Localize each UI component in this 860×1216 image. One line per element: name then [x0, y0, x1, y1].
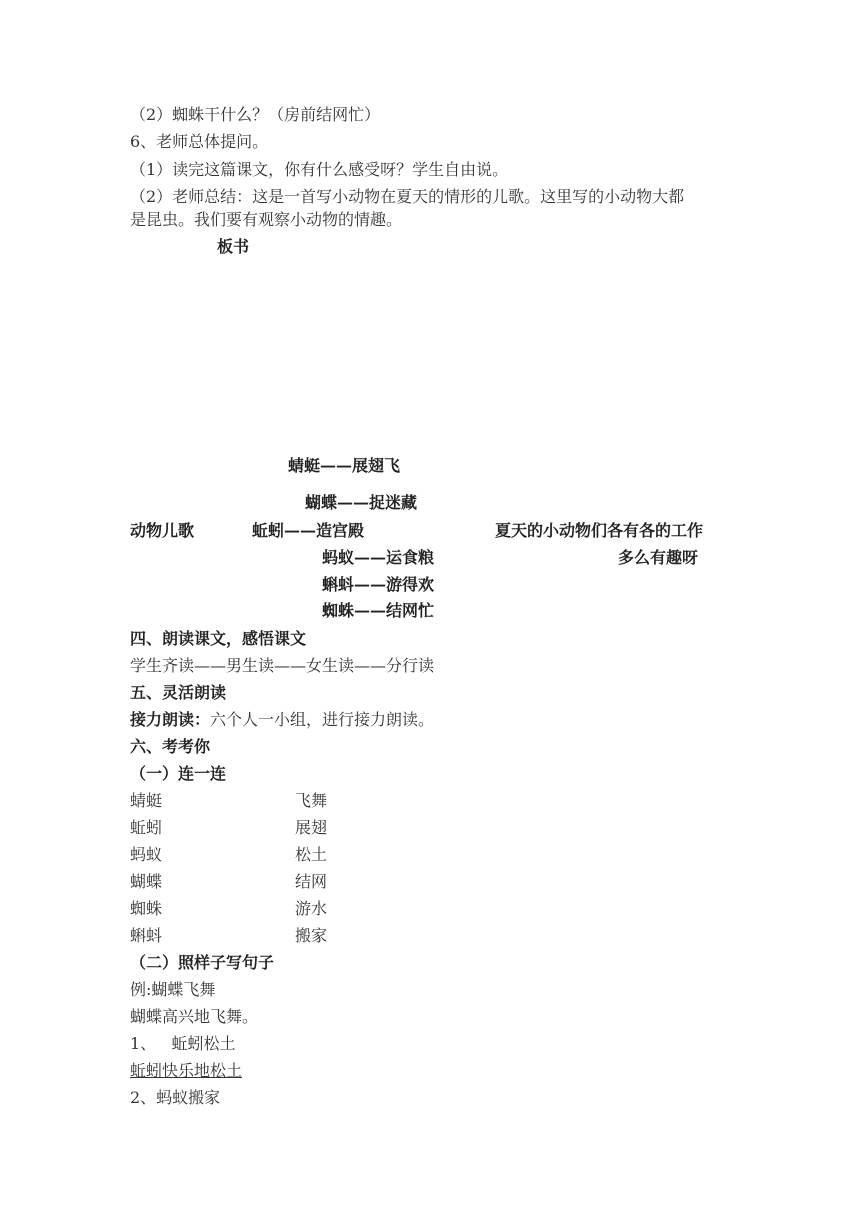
section5-lead: 接力朗读： — [130, 710, 211, 729]
section6-sub2: （二）照样子写句子 — [130, 953, 275, 972]
example-label: 例:蝴蝶飞舞 — [130, 980, 216, 999]
match-right-item: 结网 — [295, 872, 328, 891]
intro-line-4: （2）老师总结：这是一首写小动物在夏天的情形的儿歌。这里写的小动物大都 — [130, 187, 685, 206]
section4-heading: 四、朗读课文，感悟课文 — [130, 629, 307, 648]
example-sentence: 蝴蝶高兴地飞舞。 — [130, 1007, 259, 1026]
board-title: 板书 — [217, 237, 250, 256]
intro-line-3: （1）读完这篇课文，你有什么感受呀？学生自由说。 — [130, 160, 509, 179]
section5-line — [130, 710, 434, 730]
intro-line-1: （2）蜘蛛干什么？（房前结网忙） — [130, 105, 381, 124]
match-right-item: 飞舞 — [295, 791, 328, 810]
section5-heading: 五、灵活朗读 — [130, 683, 227, 702]
intro-line-5: 是昆虫。我们要有观察小动物的情趣。 — [130, 210, 403, 229]
match-right-item: 搬家 — [295, 926, 328, 945]
match-left-item: 蚯蚓 — [130, 818, 163, 837]
match-left-item: 蚂蚁 — [130, 845, 163, 864]
match-right-item: 松土 — [295, 845, 328, 864]
answer-1: 蚯蚓快乐地松土 — [130, 1061, 243, 1080]
board-item-earthworm: 蚯蚓——造宫殿 — [252, 521, 365, 540]
board-item-butterfly: 蝴蝶——捉迷藏 — [305, 493, 418, 512]
question-1: 1、 蚯蚓松土 — [130, 1034, 236, 1053]
board-item-tadpole: 蝌蚪——游得欢 — [322, 575, 435, 594]
section5-text: 六个人一小组，进行接力朗读。 — [210, 710, 435, 729]
board-item-spider: 蜘蛛——结网忙 — [322, 601, 435, 620]
intro-line-2: 6、老师总体提问。 — [130, 132, 269, 151]
board-center-label: 动物儿歌 — [130, 521, 195, 540]
match-left-item: 蜻蜓 — [130, 791, 163, 810]
section6-sub1: （一）连一连 — [130, 764, 227, 783]
board-right-label-1: 夏天的小动物们各有各的工作 — [495, 521, 704, 540]
match-left-item: 蝌蚪 — [130, 926, 163, 945]
section6-heading: 六、考考你 — [130, 737, 211, 756]
match-left-item: 蝴蝶 — [130, 872, 163, 891]
match-right-item: 展翅 — [295, 818, 328, 837]
board-right-label-2: 多么有趣呀 — [618, 548, 699, 567]
board-item-dragonfly: 蜻蜓——展翅飞 — [288, 456, 401, 475]
section4-text: 学生齐读——男生读——女生读——分行读 — [130, 656, 435, 675]
match-left-item: 蜘蛛 — [130, 899, 163, 918]
match-right-item: 游水 — [295, 899, 328, 918]
board-item-ant: 蚂蚁——运食粮 — [322, 548, 435, 567]
question-2: 2、蚂蚁搬家 — [130, 1088, 221, 1107]
